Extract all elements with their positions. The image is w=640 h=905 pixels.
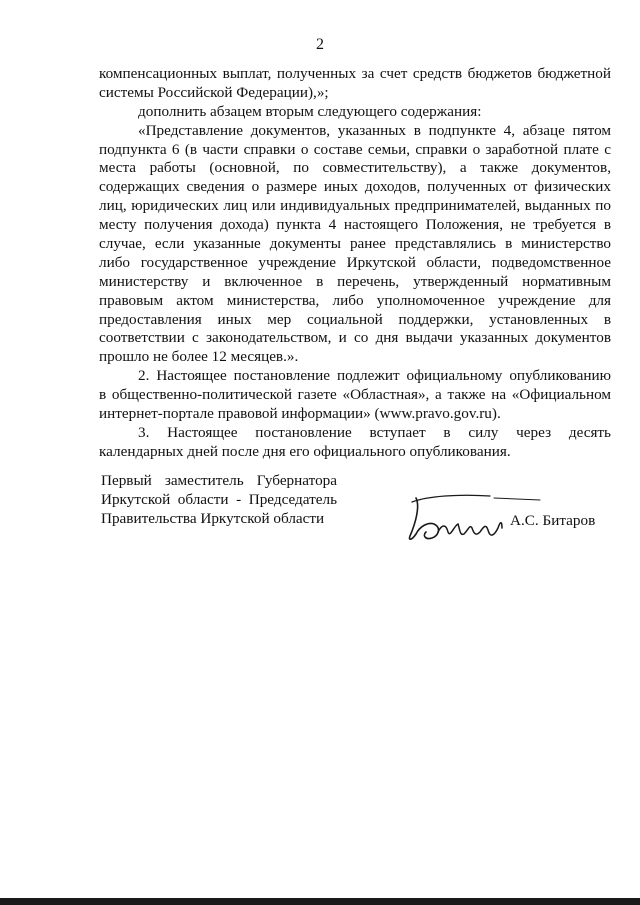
page-number: 2 — [316, 36, 324, 53]
document-line: «Представление документов, указанных в подпункте 4, абзаце пятом — [138, 121, 611, 139]
document-line: либо государственное учреждение Иркутской области, подведомственное — [99, 253, 611, 271]
signatory-name: А.С. Битаров — [510, 512, 596, 529]
document-line: содержащих сведения о размере иных доходов, полученных от физических — [99, 178, 611, 196]
document-line: министерству и включенное в перечень, утвержденный нормативным — [99, 272, 611, 290]
document-line: лиц, юридических лиц или индивидуальных предпринимателей, выданных по — [99, 197, 611, 215]
document-line: в общественно-политической газете «Областная», а также на «Официальном — [99, 386, 611, 404]
signatory-position-line-1: Первый заместитель Губернатора — [101, 472, 337, 489]
signatory-position-line-3: Правительства Иркутской области — [101, 509, 325, 527]
document-line: календарных дней после дня его официального опубликования. — [99, 442, 511, 460]
document-line: подпункта 6 (в части справки о составе семьи, справки о заработной плате с — [99, 140, 611, 158]
document-line: интернет-портале правовой информации» (www.pravo.gov.ru). — [99, 405, 501, 423]
document-body — [99, 65, 611, 462]
document-line: соответствии с законодательством, и со дня выдачи указанных документов — [99, 329, 611, 347]
document-line: 2. Настоящее постановление подлежит официальному опубликованию — [138, 367, 611, 385]
document-line: места работы (основной, по совместительству), а также документов, — [99, 159, 611, 177]
scan-bottom-edge — [0, 898, 640, 905]
document-line: правовым актом министерства, либо уполномоченное учреждение для — [99, 291, 611, 309]
document-line: случае, если указанные документы ранее представлялись в министерство — [99, 235, 611, 253]
document-line: дополнить абзацем вторым следующего содержания: — [138, 102, 482, 120]
document-line: системы Российской Федерации),»; — [99, 83, 329, 101]
document-line: месту получения дохода) пункта 4 настоящего Положения, не требуется в — [99, 216, 611, 234]
document-line: 3. Настоящее постановление вступает в силу через десять — [138, 423, 611, 441]
document-line: прошло не более 12 месяцев.». — [99, 348, 299, 366]
signatory-position — [101, 472, 351, 529]
document-line: предоставления иных мер социальной поддержки, установленных в — [99, 310, 611, 328]
signatory-position-line-2: Иркутской области - Председатель — [101, 490, 337, 508]
document-line: компенсационных выплат, полученных за счет средств бюджетов бюджетной — [99, 65, 611, 82]
